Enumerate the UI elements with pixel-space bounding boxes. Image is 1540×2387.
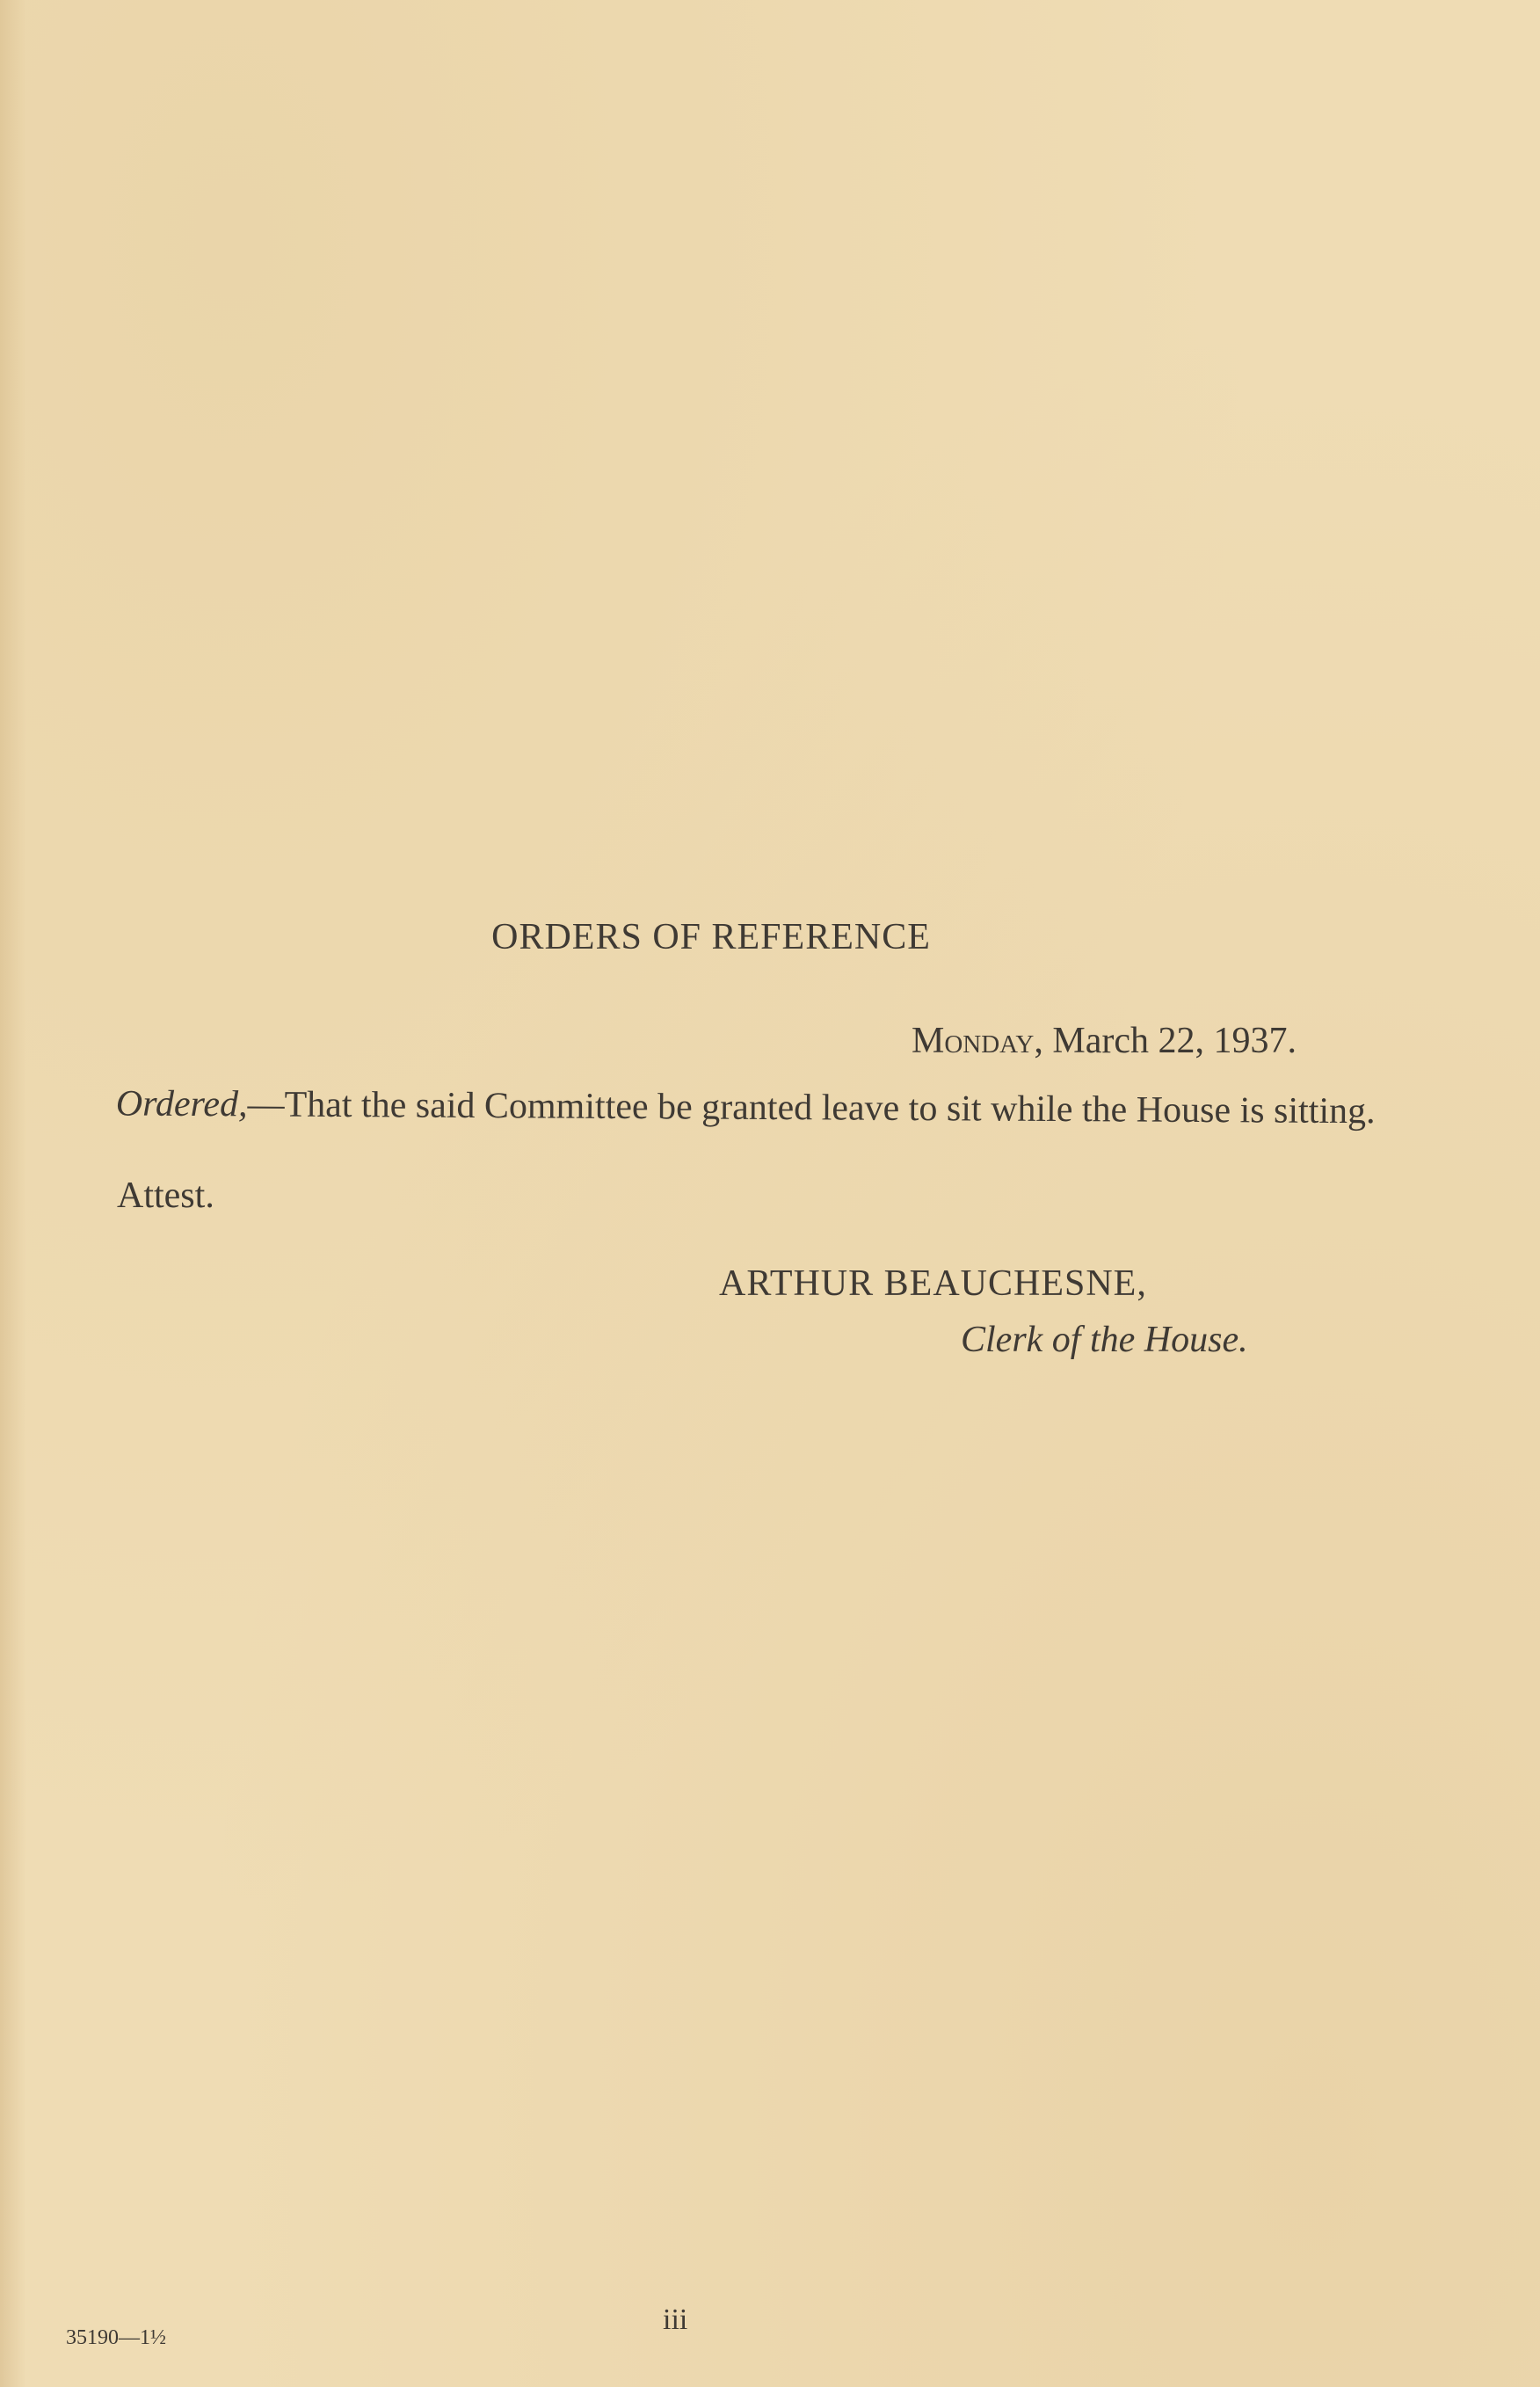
order-date: [912, 1020, 1297, 1062]
date-weekday: Monday: [911, 1021, 1035, 1061]
page-title: ORDERS OF REFERENCE: [491, 917, 931, 957]
page-number: iii: [663, 2303, 688, 2336]
print-code: 35190—1½: [66, 2326, 166, 2349]
signatory-title: Clerk of the House.: [961, 1320, 1248, 1360]
date-rest: , March 22, 1937.: [1034, 1021, 1297, 1061]
order-paragraph: [50, 1081, 1384, 1133]
order-label: Ordered,: [115, 1083, 248, 1125]
order-text: —That the said Committee be granted leave to sit while the House is sitting.: [247, 1084, 1376, 1132]
signatory-name: ARTHUR BEAUCHESNE,: [719, 1263, 1147, 1304]
attest-text: Attest.: [117, 1175, 214, 1216]
